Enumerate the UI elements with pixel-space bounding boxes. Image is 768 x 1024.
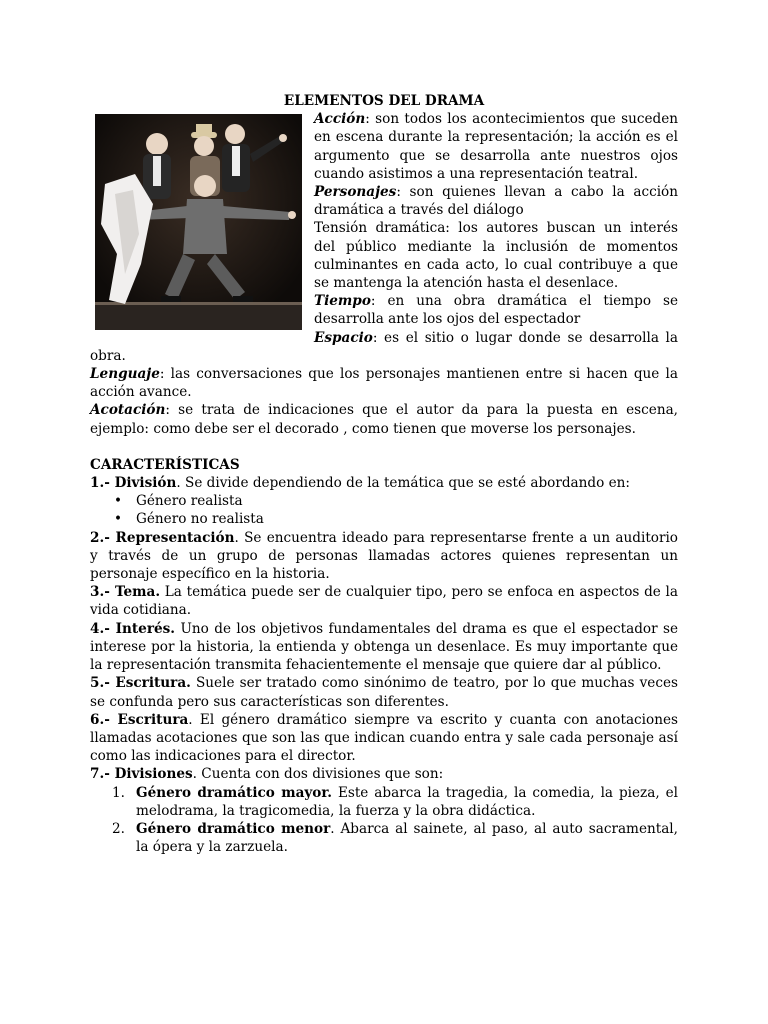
theater-photo [95, 114, 302, 330]
characteristic-item [90, 674, 678, 710]
characteristic-item [90, 620, 678, 675]
characteristic-text: . Se encuentra ideado para representarse frente a un auditorio y través de un grupo de personas llamadas actores quienes representan un personaje específico en la historia. [90, 529, 678, 583]
document-body [90, 92, 678, 856]
characteristic-item [90, 765, 678, 783]
characteristic-text: . Se divide dependiendo de la temática que se esté abordando en: [176, 475, 630, 492]
characteristic-item [90, 711, 678, 766]
element-term: Lenguaje [90, 366, 160, 383]
element-separator: : [396, 184, 401, 201]
numbered-label: Género dramático menor [136, 820, 331, 837]
element-term: Personajes [314, 184, 397, 201]
bullet-text: Género realista [136, 493, 243, 510]
numbered-item [112, 820, 678, 856]
characteristic-text: . Cuenta con dos divisiones que son: [192, 766, 444, 783]
numbered-index: 2. [112, 820, 125, 837]
bullet-item [114, 510, 678, 528]
characteristic-item [90, 474, 678, 492]
characteristic-label: 4.- Interés. [90, 620, 176, 637]
characteristic-item [90, 583, 678, 619]
characteristics-heading: CARACTERÍSTICAS [90, 456, 240, 473]
characteristic-item [90, 529, 678, 584]
bullet-item [114, 492, 678, 510]
element-separator: : [159, 366, 165, 383]
element-term: Acción [314, 111, 366, 128]
numbered-label: Género dramático mayor. [136, 784, 332, 801]
document-title: ELEMENTOS DEL DRAMA [283, 93, 485, 109]
element-paragraph [90, 329, 678, 365]
bullet-glyph: • [114, 511, 123, 528]
element-text: se trata de indicaciones que el autor da para la puesta en escena, ejemplo: como debe ser el decorado , como tienen que moverse los personajes. [90, 402, 678, 437]
numbered-index: 1. [112, 784, 125, 801]
characteristic-label: 3.- Tema. [90, 584, 161, 601]
element-text: las conversaciones que los personajes mantienen entre si hacen que la acción avance. [90, 366, 678, 401]
element-term: Acotación [90, 402, 166, 419]
element-text: son todos los acontecimientos que suceden en escena durante la representación; la acción es el argumento que se desarrolla ante nuestros ojos cuando asistimos a una representación teatral. [314, 111, 678, 182]
numbered-list [90, 784, 678, 857]
element-term: Tiempo [314, 293, 371, 310]
numbered-text: . Abarca al sainete, al paso, al auto sacramental, la ópera y la zarzuela. [136, 820, 678, 856]
element-separator: : [370, 293, 376, 310]
characteristic-label: 1.- División [90, 475, 177, 492]
characteristic-label: 7.- Divisiones [90, 766, 193, 783]
element-separator: : [365, 111, 370, 128]
element-paragraph [90, 401, 678, 437]
element-term: Espacio [314, 329, 373, 346]
numbered-text: Este abarca la tragedia, la comedia, la pieza, el melodrama, la tragicomedia, la fuerza y la obra didáctica. [136, 784, 678, 819]
element-text: Tensión dramática: los autores buscan un interés del público mediante la inclusión de momentos culminantes en cada acto, lo cual contribuye a que se mantenga la atención hasta el desenlace. [314, 220, 678, 292]
element-text: en una obra dramática el tiempo se desarrolla ante los ojos del espectador [314, 293, 678, 328]
characteristics-list [90, 474, 678, 856]
characteristic-text: . El género dramático siempre va escrito y cuanta con anotaciones llamadas acotaciones que son las que indican cuando entra y sale cada personaje así como las indicaciones para el director. [90, 711, 678, 765]
bullet-text: Género no realista [136, 511, 264, 528]
element-separator: : [165, 402, 170, 419]
theater-photo-illustration [95, 114, 302, 330]
bullet-list [90, 492, 678, 528]
element-text: son quienes llevan a cabo la acción dramática a través del diálogo [314, 184, 678, 219]
element-paragraph [90, 365, 678, 401]
bullet-glyph: • [114, 493, 123, 510]
element-text: es el sitio o lugar donde se desarrolla la obra. [90, 329, 678, 364]
characteristic-label: 6.- Escritura [90, 711, 189, 728]
characteristic-text: Uno de los objetivos fundamentales del drama es que el espectador se interese por la historia, la entienda y obtenga un desenlace. Es muy importante que la representación transmita fehacientemente el mensaje que quiere dar al público. [90, 620, 679, 674]
characteristic-label: 5.- Escritura. [90, 675, 191, 692]
element-separator: : [372, 329, 378, 346]
numbered-item [112, 784, 678, 820]
characteristic-text: La temática puede ser de cualquier tipo, pero se enfoca en aspectos de la vida cotidiana. [90, 584, 678, 619]
characteristic-label: 2.- Representación [90, 529, 235, 546]
characteristic-text: Suele ser tratado como sinónimo de teatro, por lo que muchas veces se confunda pero sus características son diferentes. [90, 675, 678, 710]
